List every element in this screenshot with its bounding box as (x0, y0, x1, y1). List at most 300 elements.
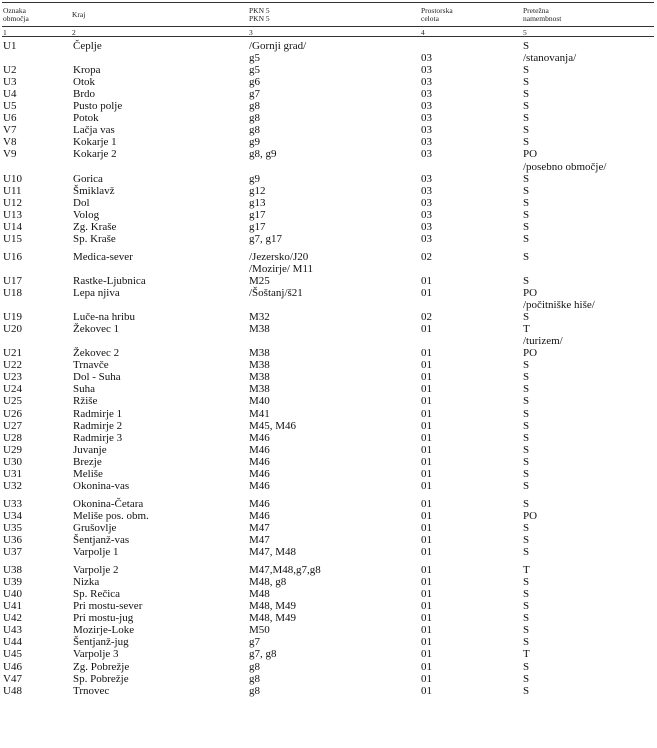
table-row (0, 100, 657, 112)
cell-kraj: Sp. Rečica (73, 588, 121, 601)
table-row (0, 52, 657, 64)
table-row (0, 648, 657, 660)
cell-kraj: Žekovec 1 (73, 323, 120, 336)
table-row (0, 335, 657, 347)
column-number-rule (2, 36, 654, 37)
cell-pkn: g7 (249, 636, 260, 649)
table-row (0, 468, 657, 480)
cell-kraj: Žekovec 2 (73, 347, 120, 360)
cell-oznaka: U15 (3, 232, 22, 245)
cell-pkn: M48, M49 (249, 600, 297, 613)
cell-prostorska-celota: 01 (421, 624, 432, 637)
cell-oznaka: U38 (3, 564, 22, 577)
cell-namembnost: /turizem/ (523, 335, 563, 348)
table-row (0, 173, 657, 185)
cell-kraj: Sp. Pobrežje (73, 672, 129, 685)
cell-namembnost: S (523, 395, 530, 408)
cell-pkn: M48, M49 (249, 612, 297, 625)
cell-namembnost: S (523, 407, 530, 420)
cell-pkn: g7, g8 (249, 648, 277, 661)
cell-oznaka: U40 (3, 588, 22, 601)
column-number-2: 2 (72, 28, 76, 37)
cell-namembnost: PO (523, 347, 538, 360)
table-row (0, 456, 657, 468)
cell-pkn: M47,M48,g7,g8 (249, 564, 321, 577)
table-row (0, 251, 657, 263)
cell-namembnost: S (523, 383, 530, 396)
cell-oznaka: U41 (3, 600, 22, 613)
cell-kraj: Luče-na hribu (73, 311, 135, 324)
table-row (0, 323, 657, 335)
cell-namembnost: PO (523, 287, 538, 299)
cell-prostorska-celota: 01 (421, 564, 432, 577)
table-row (0, 185, 657, 197)
cell-oznaka: U1 (3, 40, 17, 52)
cell-namembnost: S (523, 660, 530, 673)
cell-oznaka: U13 (3, 208, 22, 221)
header-oznaka-obmocja (3, 7, 29, 23)
cell-kraj: Trnavče (73, 359, 109, 372)
cell-kraj: Nizka (73, 576, 100, 589)
cell-oznaka: U24 (3, 383, 22, 396)
cell-kraj: Varpolje 2 (73, 564, 119, 577)
cell-oznaka: U20 (3, 323, 22, 336)
cell-oznaka: U16 (3, 250, 22, 263)
cell-kraj: Brdo (73, 88, 95, 101)
cell-kraj: Varpolje 1 (73, 546, 119, 559)
cell-namembnost: S (523, 419, 530, 432)
cell-oznaka: U22 (3, 359, 22, 372)
cell-pkn: g7, g17 (249, 232, 282, 245)
cell-oznaka: U31 (3, 467, 22, 480)
cell-pkn: M47 (249, 521, 270, 534)
cell-namembnost: S (523, 136, 530, 149)
cell-oznaka: U10 (3, 172, 22, 185)
cell-namembnost: /posebno območje/ (523, 160, 607, 173)
cell-namembnost: S (523, 431, 530, 444)
cell-kraj: Meliše pos. obm. (73, 509, 149, 522)
cell-prostorska-celota: 03 (421, 136, 432, 149)
cell-prostorska-celota: 03 (421, 52, 432, 65)
cell-pkn: M46 (249, 467, 270, 480)
cell-oznaka: U29 (3, 443, 22, 456)
table-row (0, 136, 657, 148)
header-pretezna-line2: namembnost (523, 14, 562, 23)
cell-oznaka: U19 (3, 311, 22, 324)
table-row (0, 347, 657, 359)
cell-kraj: Pusto polje (73, 100, 123, 113)
table-row (0, 371, 657, 383)
cell-namembnost: S (523, 624, 530, 637)
cell-namembnost: S (523, 612, 530, 625)
cell-namembnost: S (523, 455, 530, 468)
cell-pkn: g8 (249, 100, 260, 113)
cell-prostorska-celota: 01 (421, 672, 432, 685)
cell-prostorska-celota: 03 (421, 232, 432, 245)
cell-pkn: M47 (249, 534, 270, 546)
table-row (0, 263, 657, 275)
cell-prostorska-celota: 01 (421, 431, 432, 444)
cell-prostorska-celota: 03 (421, 100, 432, 113)
table-row (0, 233, 657, 245)
cell-prostorska-celota: 01 (421, 407, 432, 420)
cell-pkn: M32 (249, 311, 270, 324)
cell-kraj: Šentjanž-jug (73, 636, 129, 649)
cell-namembnost: S (523, 196, 530, 209)
cell-namembnost: PO (523, 148, 538, 161)
cell-pkn: M38 (249, 383, 270, 396)
table-row (0, 221, 657, 233)
cell-oznaka: U39 (3, 576, 22, 589)
cell-namembnost: S (523, 208, 530, 221)
cell-oznaka: V47 (3, 672, 22, 685)
cell-pkn: /Mozirje/ M11 (249, 262, 314, 275)
cell-pkn: g6 (249, 76, 260, 89)
table-row (0, 661, 657, 673)
cell-namembnost: S (523, 184, 530, 197)
cell-pkn: g7 (249, 88, 260, 101)
cell-pkn: g9 (249, 136, 260, 149)
cell-pkn: /Jezersko/J20 (249, 250, 309, 263)
cell-oznaka: U37 (3, 546, 22, 559)
cell-pkn: M38 (249, 359, 270, 372)
cell-kraj: Medica-sever (73, 250, 133, 263)
table-row (0, 546, 657, 558)
cell-oznaka: U3 (3, 76, 17, 89)
cell-prostorska-celota: 01 (421, 359, 432, 372)
cell-prostorska-celota: 01 (421, 323, 432, 336)
cell-oznaka: U26 (3, 407, 22, 420)
cell-pkn: /Gornji grad/ (249, 40, 307, 52)
table-row (0, 624, 657, 636)
cell-prostorska-celota: 03 (421, 172, 432, 185)
cell-kraj: Sp. Kraše (73, 232, 116, 245)
table-row (0, 124, 657, 136)
cell-kraj: Meliše (73, 467, 103, 480)
cell-prostorska-celota: 01 (421, 648, 432, 661)
cell-oznaka: U35 (3, 521, 22, 534)
cell-prostorska-celota: 01 (421, 287, 432, 299)
cell-kraj: Šmiklavž (73, 184, 115, 197)
cell-namembnost: T (523, 648, 530, 661)
header-pretezna-namembnost (523, 7, 561, 23)
cell-kraj: Pri mostu-jug (73, 612, 134, 625)
cell-prostorska-celota: 03 (421, 112, 432, 125)
table-row (0, 432, 657, 444)
cell-oznaka: U27 (3, 419, 22, 432)
cell-prostorska-celota: 02 (421, 250, 432, 263)
cell-pkn: M46 (249, 509, 270, 522)
table-row (0, 636, 657, 648)
cell-prostorska-celota: 01 (421, 521, 432, 534)
table-top-rule (2, 2, 654, 3)
cell-pkn: M38 (249, 371, 270, 384)
cell-namembnost: S (523, 76, 530, 89)
cell-kraj: Gorica (73, 172, 103, 185)
cell-kraj: Otok (73, 76, 95, 89)
header-pkn (249, 7, 270, 23)
column-number-3: 3 (249, 28, 253, 37)
cell-oznaka: U28 (3, 431, 22, 444)
cell-pkn: g5 (249, 64, 260, 77)
cell-namembnost: S (523, 371, 530, 384)
cell-oznaka: U43 (3, 624, 22, 637)
cell-pkn: g8 (249, 112, 260, 125)
cell-namembnost: S (523, 124, 530, 137)
table-row (0, 408, 657, 420)
cell-namembnost: S (523, 100, 530, 113)
header-prostorska-celota (421, 7, 453, 23)
table-row (0, 420, 657, 432)
cell-namembnost: S (523, 672, 530, 685)
cell-namembnost: S (523, 88, 530, 101)
cell-prostorska-celota: 01 (421, 371, 432, 384)
cell-prostorska-celota: 01 (421, 636, 432, 649)
cell-namembnost: T (523, 323, 530, 336)
header-prostorska-line1: Prostorska (421, 6, 453, 15)
cell-namembnost: S (523, 443, 530, 456)
cell-oznaka: U23 (3, 371, 22, 384)
cell-kraj: Ržiše (73, 395, 98, 408)
cell-kraj: Brezje (73, 455, 102, 468)
cell-pkn: M48 (249, 588, 270, 601)
cell-namembnost: T (523, 564, 530, 577)
cell-oznaka: U12 (3, 196, 22, 209)
cell-namembnost: S (523, 521, 530, 534)
cell-namembnost: S (523, 600, 530, 613)
cell-prostorska-celota: 03 (421, 64, 432, 77)
cell-prostorska-celota: 03 (421, 148, 432, 161)
cell-kraj: Radmirje 3 (73, 431, 123, 444)
cell-prostorska-celota: 01 (421, 534, 432, 546)
cell-pkn: g9 (249, 172, 260, 185)
table-row (0, 311, 657, 323)
cell-oznaka: U25 (3, 395, 22, 408)
cell-kraj: Čeplje (73, 40, 102, 52)
cell-prostorska-celota: 01 (421, 443, 432, 456)
cell-kraj: Mozirje-Loke (73, 624, 135, 637)
cell-namembnost: S (523, 311, 530, 324)
table-row (0, 444, 657, 456)
header-pkn-line1: PKN 5 (249, 6, 270, 15)
header-kraj: Kraj (72, 10, 86, 19)
cell-oznaka: U14 (3, 220, 22, 233)
cell-oznaka: U45 (3, 648, 22, 661)
cell-oznaka: V7 (3, 124, 17, 137)
table-row (0, 161, 657, 173)
cell-kraj: Potok (73, 112, 99, 125)
cell-prostorska-celota: 01 (421, 497, 432, 510)
cell-namembnost: S (523, 172, 530, 185)
cell-kraj: Zg. Kraše (73, 220, 117, 233)
cell-pkn: /Šoštanj/š21 (249, 287, 303, 299)
table-row (0, 383, 657, 395)
cell-pkn: M46 (249, 479, 270, 492)
cell-namembnost: S (523, 479, 530, 492)
table-row (0, 576, 657, 588)
cell-kraj: Varpolje 3 (73, 648, 119, 661)
table-row (0, 359, 657, 371)
cell-namembnost: S (523, 497, 530, 510)
cell-pkn: M48, g8 (249, 576, 287, 589)
table-row (0, 612, 657, 624)
cell-oznaka: U30 (3, 455, 22, 468)
cell-oznaka: U21 (3, 347, 22, 360)
cell-pkn: M47, M48 (249, 546, 297, 559)
cell-kraj: Radmirje 2 (73, 419, 123, 432)
cell-namembnost: S (523, 576, 530, 589)
cell-oznaka: U6 (3, 112, 17, 125)
cell-oznaka: U2 (3, 64, 17, 77)
header-prostorska-line2: celota (421, 14, 439, 23)
cell-prostorska-celota: 01 (421, 588, 432, 601)
cell-kraj: Pri mostu-sever (73, 600, 143, 613)
cell-namembnost: S (523, 546, 530, 559)
table-row (0, 148, 657, 160)
table-row (0, 299, 657, 311)
cell-pkn: M46 (249, 455, 270, 468)
cell-pkn: M38 (249, 323, 270, 336)
cell-oznaka: U18 (3, 287, 22, 299)
table-row (0, 112, 657, 124)
cell-oznaka: U4 (3, 88, 17, 101)
cell-oznaka: U5 (3, 100, 17, 113)
table-row (0, 64, 657, 76)
cell-pkn: g8 (249, 124, 260, 137)
cell-oznaka: U42 (3, 612, 22, 625)
cell-oznaka: U11 (3, 184, 22, 197)
cell-namembnost: PO (523, 509, 538, 522)
header-rule (2, 26, 654, 27)
cell-prostorska-celota: 01 (421, 419, 432, 432)
cell-prostorska-celota: 01 (421, 509, 432, 522)
cell-prostorska-celota: 01 (421, 274, 432, 287)
cell-pkn: M38 (249, 347, 270, 360)
cell-oznaka: U33 (3, 497, 22, 510)
cell-prostorska-celota: 01 (421, 612, 432, 625)
cell-pkn: M25 (249, 274, 270, 287)
cell-prostorska-celota: 01 (421, 479, 432, 492)
cell-oznaka: V9 (3, 148, 17, 161)
cell-prostorska-celota: 01 (421, 467, 432, 480)
cell-namembnost: /počitniške hiše/ (523, 299, 595, 312)
table-row (0, 564, 657, 576)
cell-kraj: Trnovec (73, 684, 110, 697)
cell-kraj: Lepa njiva (73, 287, 120, 299)
cell-pkn: M45, M46 (249, 419, 297, 432)
cell-prostorska-celota: 01 (421, 395, 432, 408)
table-row (0, 600, 657, 612)
cell-prostorska-celota: 03 (421, 208, 432, 221)
cell-oznaka: U46 (3, 660, 22, 673)
cell-namembnost: S (523, 684, 530, 697)
cell-pkn: M41 (249, 407, 270, 420)
cell-pkn: M46 (249, 497, 270, 510)
cell-prostorska-celota: 03 (421, 196, 432, 209)
cell-kraj: Okonina-vas (73, 479, 130, 492)
cell-prostorska-celota: 01 (421, 684, 432, 697)
header-pretezna-line1: Pretežna (523, 6, 549, 15)
cell-namembnost: S (523, 250, 530, 263)
cell-prostorska-celota: 01 (421, 546, 432, 559)
cell-pkn: g8 (249, 660, 260, 673)
cell-kraj: Kokarje 2 (73, 148, 117, 161)
column-number-4: 4 (421, 28, 425, 37)
cell-prostorska-celota: 03 (421, 220, 432, 233)
cell-namembnost: S (523, 220, 530, 233)
cell-prostorska-celota: 03 (421, 88, 432, 101)
table-row (0, 287, 657, 299)
cell-prostorska-celota: 03 (421, 76, 432, 89)
cell-prostorska-celota: 01 (421, 576, 432, 589)
cell-pkn: M46 (249, 443, 270, 456)
column-number-5: 5 (523, 28, 527, 37)
cell-kraj: Grušovlje (73, 521, 117, 534)
cell-kraj: Okonina-Četara (73, 497, 144, 510)
header-oznaka-line2: območja (3, 14, 29, 23)
table-row (0, 40, 657, 52)
cell-kraj: Radmirje 1 (73, 407, 123, 420)
cell-kraj: Dol (73, 196, 90, 209)
cell-pkn: M46 (249, 431, 270, 444)
cell-kraj: Suha (73, 383, 95, 396)
cell-pkn: g13 (249, 196, 266, 209)
cell-oznaka: U44 (3, 636, 22, 649)
cell-kraj: Juvanje (73, 443, 107, 456)
cell-pkn: g8 (249, 672, 260, 685)
cell-namembnost: S (523, 534, 530, 546)
cell-oznaka: U17 (3, 274, 22, 287)
cell-prostorska-celota: 01 (421, 660, 432, 673)
column-number-1: 1 (3, 28, 7, 37)
cell-prostorska-celota: 03 (421, 184, 432, 197)
cell-namembnost: S (523, 232, 530, 245)
table-row (0, 197, 657, 209)
table-row (0, 76, 657, 88)
cell-kraj: Kokarje 1 (73, 136, 117, 149)
cell-pkn: g17 (249, 220, 266, 233)
cell-namembnost: S (523, 636, 530, 649)
header-pkn-line2: PKN 5 (249, 14, 270, 23)
table-row (0, 480, 657, 492)
cell-namembnost: S (523, 467, 530, 480)
cell-pkn: g12 (249, 184, 266, 197)
cell-pkn: M40 (249, 395, 270, 408)
cell-pkn: M50 (249, 624, 270, 637)
cell-oznaka: U34 (3, 509, 22, 522)
cell-kraj: Zg. Pobrežje (73, 660, 130, 673)
cell-kraj: Lačja vas (73, 124, 115, 137)
table-row (0, 498, 657, 510)
table-row (0, 522, 657, 534)
table-row (0, 685, 657, 697)
header-oznaka-line1: Oznaka (3, 6, 26, 15)
cell-prostorska-celota: 01 (421, 347, 432, 360)
table-row (0, 395, 657, 407)
cell-oznaka: V8 (3, 136, 17, 149)
cell-oznaka: U48 (3, 684, 22, 697)
cell-oznaka: U32 (3, 479, 22, 492)
table-row (0, 673, 657, 685)
cell-prostorska-celota: 01 (421, 383, 432, 396)
cell-kraj: Dol - Suha (73, 371, 121, 384)
cell-kraj: Rastke-Ljubnica (73, 274, 146, 287)
cell-namembnost: /stanovanja/ (523, 52, 577, 65)
cell-pkn: g5 (249, 52, 260, 65)
cell-prostorska-celota: 01 (421, 455, 432, 468)
cell-prostorska-celota: 02 (421, 311, 432, 324)
cell-namembnost: S (523, 64, 530, 77)
